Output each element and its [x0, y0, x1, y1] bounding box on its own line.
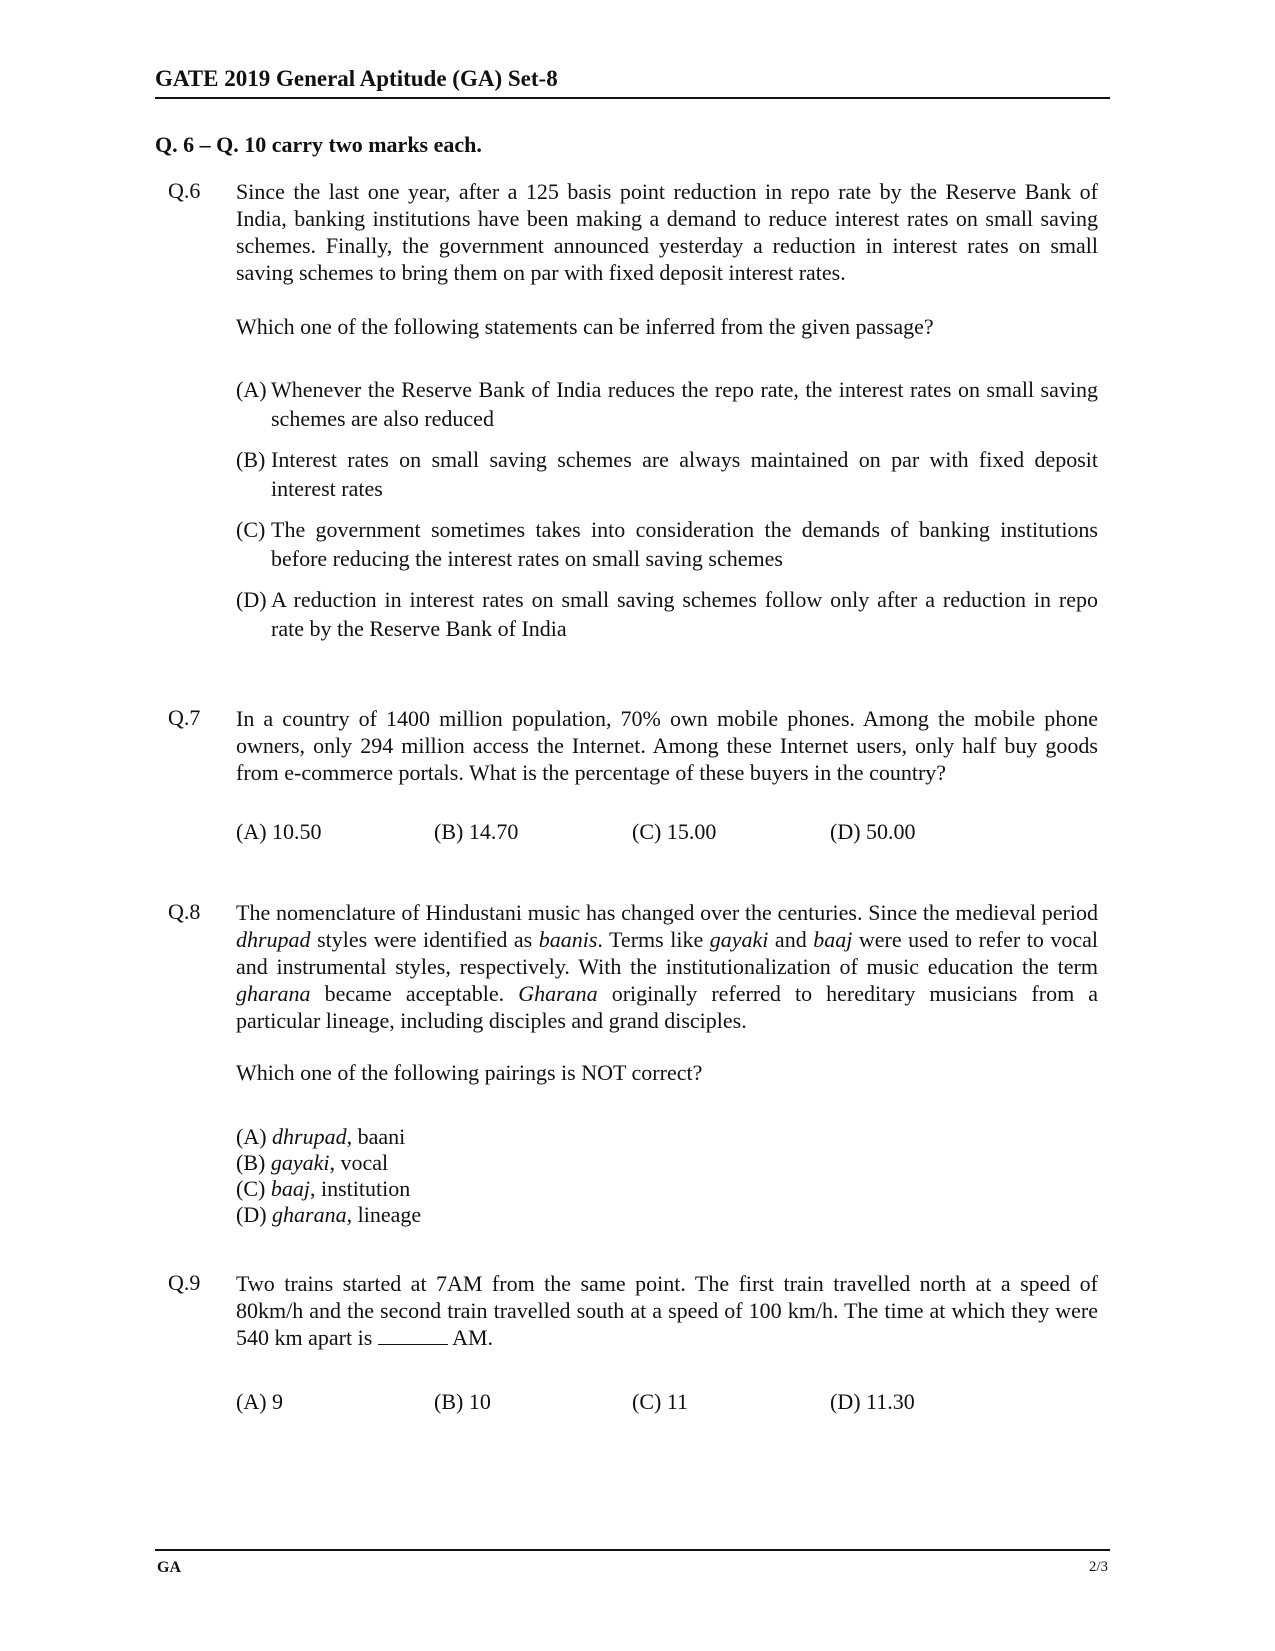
option-list — [236, 1124, 1098, 1228]
passage-term: Gharana — [518, 981, 598, 1006]
question-passage — [236, 1270, 1098, 1351]
option-letter: (B) — [236, 1150, 271, 1175]
passage-term: baaj — [813, 927, 853, 952]
option-letter: (A) — [236, 377, 267, 402]
passage-text: originally referred to hereditary musicians from a particular lineage, including disciples and grand disciples. — [236, 981, 1098, 1033]
question-body — [236, 178, 1098, 643]
option-text: , institution — [309, 1176, 411, 1201]
page-number: 2/3 — [1088, 1559, 1108, 1575]
option-text: A reduction in interest rates on small saving schemes follow only after a reduction in repo rate by the Reserve Bank of India — [271, 587, 1098, 641]
page-header — [155, 66, 1110, 99]
option-c[interactable] — [236, 1176, 1098, 1202]
option-d[interactable]: (D) 11.30 — [830, 1389, 915, 1414]
option-a[interactable] — [236, 375, 1098, 433]
option-b[interactable] — [236, 1150, 1098, 1176]
option-b[interactable]: (B) 14.70 — [434, 819, 519, 844]
question-number: Q.9 — [168, 1270, 201, 1295]
option-c[interactable]: (C) 11 — [632, 1389, 689, 1414]
passage-term: gharana — [236, 981, 311, 1006]
passage-term: gayaki — [709, 927, 769, 952]
option-letter: (D) — [236, 1202, 273, 1227]
option-text: , baani — [346, 1124, 406, 1149]
answer-blank — [378, 1326, 448, 1345]
option-a[interactable]: (A) 10.50 — [236, 819, 322, 844]
passage-term: baanis — [538, 927, 598, 952]
question-body — [236, 705, 1098, 849]
question-body — [236, 1270, 1098, 1419]
question-passage — [236, 899, 1098, 1034]
passage-text: became acceptable. — [310, 981, 519, 1006]
footer-label: GA — [157, 1559, 181, 1576]
option-text: , lineage — [346, 1202, 422, 1227]
option-row — [236, 1389, 1098, 1419]
question-prompt: Which one of the following pairings is NOT correct? — [236, 1060, 703, 1085]
option-c[interactable] — [236, 515, 1098, 573]
option-term: gharana — [272, 1202, 347, 1227]
option-d[interactable] — [236, 1202, 1098, 1228]
option-term: gayaki — [270, 1150, 330, 1175]
option-term: dhrupad — [272, 1124, 347, 1149]
option-d[interactable]: (D) 50.00 — [830, 819, 916, 844]
option-list — [236, 375, 1098, 643]
passage-text: . Terms like — [597, 927, 710, 952]
option-letter: (B) — [236, 447, 266, 472]
question-body — [236, 899, 1098, 1228]
section-title: Q. 6 – Q. 10 carry two marks each. — [155, 132, 482, 157]
passage-text: were used to refer to vocal and instrumental styles, respectively. With the institutionalization of music education the term — [236, 927, 1098, 979]
page-footer — [155, 1549, 1110, 1576]
option-text: Whenever the Reserve Bank of India reduces the repo rate, the interest rates on small saving schemes are also reduced — [271, 377, 1098, 431]
question-number: Q.7 — [168, 705, 201, 730]
option-letter: (C) — [236, 517, 266, 542]
question-prompt: Which one of the following statements can be inferred from the given passage? — [236, 314, 934, 339]
option-term: baaj — [270, 1176, 310, 1201]
option-a[interactable] — [236, 1124, 1098, 1150]
passage-term: dhrupad — [236, 927, 311, 952]
passage-text: and — [768, 927, 814, 952]
question-passage: Since the last one year, after a 125 basis point reduction in repo rate by the Reserve Bank of India, banking institutions have been making a demand to reduce interest rates on small saving schemes. Finally, the government announced yesterday a reduction in interest rates on small saving schemes to bring them on par with fixed deposit interest rates. — [236, 179, 1098, 285]
question-number: Q.8 — [168, 899, 201, 924]
option-text: , vocal — [329, 1150, 389, 1175]
option-d[interactable] — [236, 585, 1098, 643]
option-letter: (D) — [236, 587, 267, 612]
passage-suffix: AM. — [452, 1325, 494, 1350]
header-title: GATE 2019 General Aptitude (GA) Set-8 — [155, 66, 558, 91]
passage-text: styles were identified as — [310, 927, 539, 952]
option-c[interactable]: (C) 15.00 — [632, 819, 717, 844]
option-letter: (C) — [236, 1176, 271, 1201]
passage-text: Two trains started at 7AM from the same point. The first train travelled north at a speed of 80km/h and the second train travelled south at a speed of 100 km/h. The time at which they were 540 km apart is — [236, 1271, 1098, 1350]
passage-text: The nomenclature of Hindustani music has changed over the centuries. Since the medieval period — [236, 900, 1098, 925]
option-b[interactable] — [236, 445, 1098, 503]
option-row — [236, 819, 1098, 849]
option-text: Interest rates on small saving schemes are always maintained on par with fixed deposit interest rates — [271, 447, 1098, 501]
option-a[interactable]: (A) 9 — [236, 1389, 284, 1414]
option-letter: (A) — [236, 1124, 273, 1149]
option-b[interactable]: (B) 10 — [434, 1389, 491, 1414]
question-number: Q.6 — [168, 178, 201, 203]
question-passage: In a country of 1400 million population, 70% own mobile phones. Among the mobile phone owners, only 294 million access the Internet. Among these Internet users, only half buy goods from e-commerce portals. What is the percentage of these buyers in the country? — [236, 706, 1098, 785]
option-text: The government sometimes takes into consideration the demands of banking institutions before reducing the interest rates on small saving schemes — [271, 517, 1098, 571]
